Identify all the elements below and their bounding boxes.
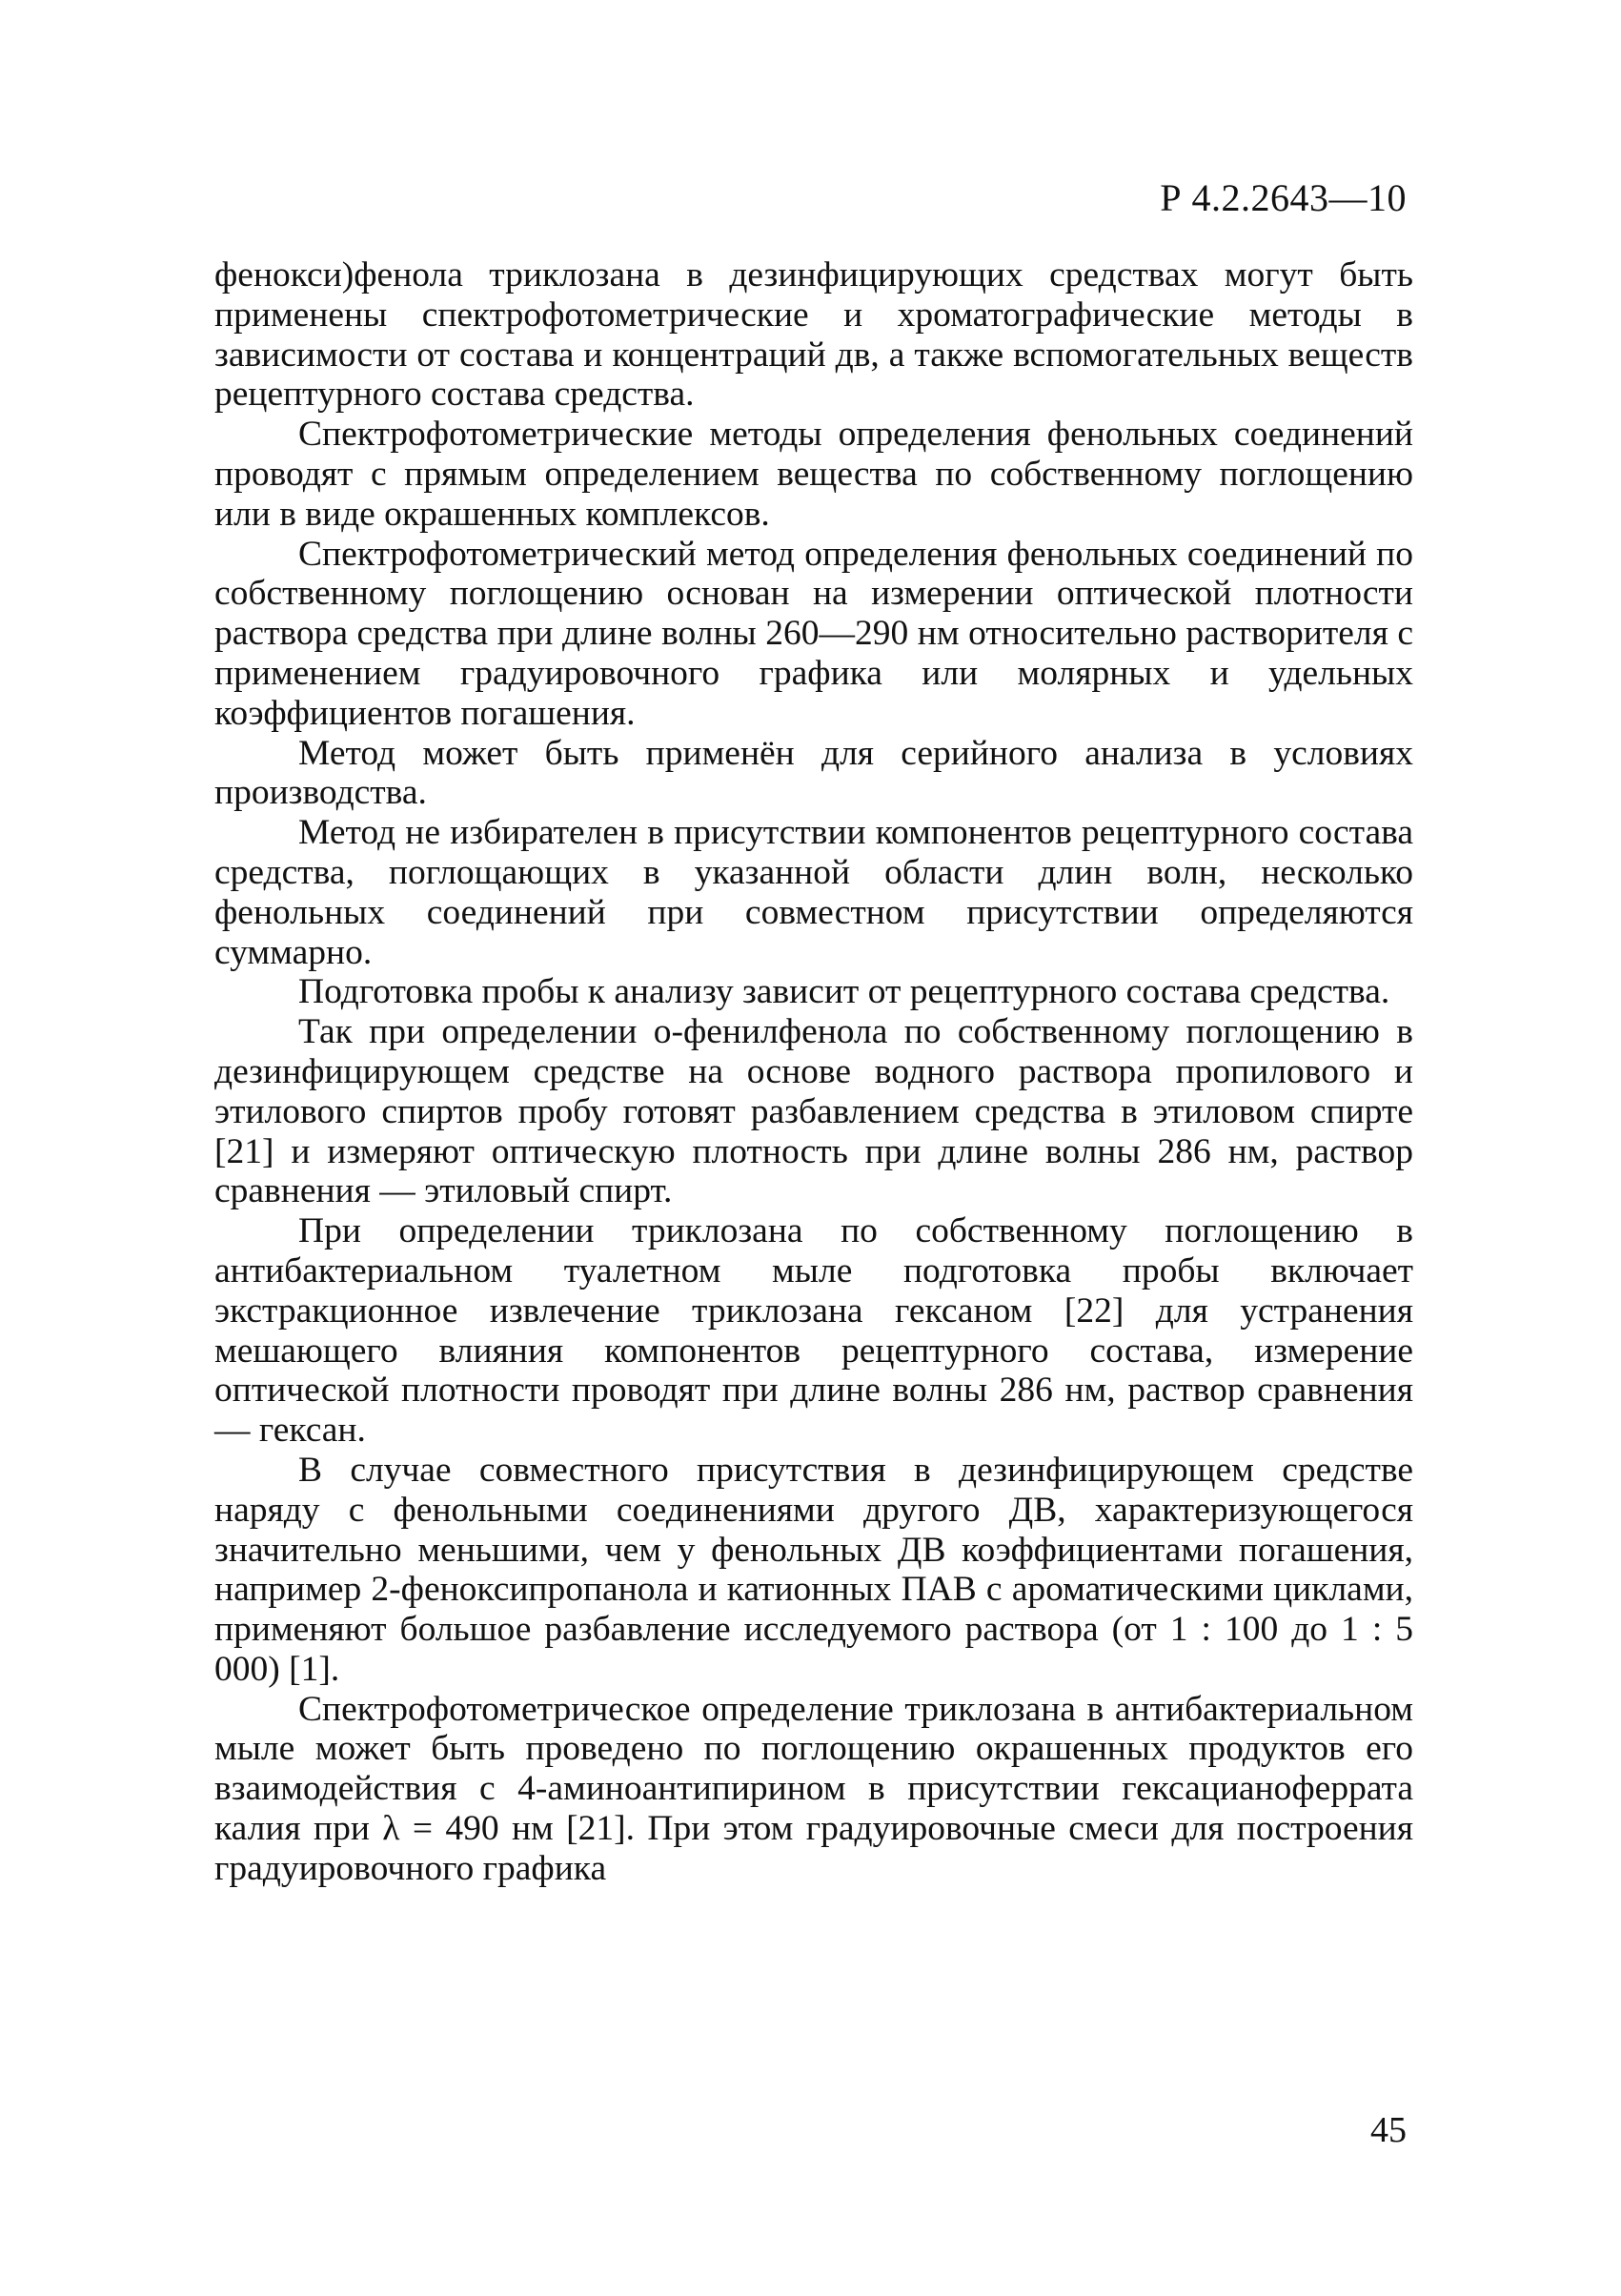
page-number: 45 bbox=[1370, 2110, 1407, 2150]
paragraph-5: Метод не избирателен в присутствии компонентов рецептурного состава средства, поглощающих в указанной области длин волн, несколько фенольных соединений при совместном присутствии определяются суммарно. bbox=[214, 813, 1413, 972]
paragraph-7: Так при определении о-фенилфенола по собственному поглощению в дезинфицирующем средстве на основе водного раствора пропилового и этилового спиртов пробу готовят разбавлением средства в этиловом спирте [21] и измеряют оптическую плотность при длине волны 286 нм, раствор сравнения — этиловый спирт. bbox=[214, 1012, 1413, 1211]
paragraph-3: Спектрофотометрический метод определения фенольных соединений по собственному поглощению основан на измерении оптической плотности раствора средства при длине волны 260—290 нм относительно растворителя с применением градуировочного графика или молярных и удельных коэффициентов погашения. bbox=[214, 534, 1413, 733]
paragraph-9: В случае совместного присутствия в дезинфицирующем средстве наряду с фенольными соединениями другого ДВ, характеризующегося значительно меньшими, чем у фенольных ДВ коэффициентами погашения, например 2-феноксипропанола и катионных ПАВ с ароматическими циклами, применяют большое разбавление исследуемого раствора (от 1 : 100 до 1 : 5 000) [1]. bbox=[214, 1450, 1413, 1689]
document-code: Р 4.2.2643—10 bbox=[1160, 176, 1407, 219]
body-text bbox=[214, 255, 1413, 1889]
paragraph-1: фенокси)фенола триклозана в дезинфицирующих средствах могут быть применены спектрофотометрические и хроматографические методы в зависимости от состава и концентраций дв, а также вспомогательных веществ рецептурного состава средства. bbox=[214, 255, 1413, 415]
paragraph-6: Подготовка пробы к анализу зависит от рецептурного состава средства. bbox=[298, 972, 1390, 1012]
paragraph-10: Спектрофотометрическое определение триклозана в антибактериальном мыле может быть проведено по поглощению окрашенных продуктов его взаимодействия с 4-аминоантипирином в присутствии гексацианоферрата калия при λ = 490 нм [21]. При этом градуировочные смеси для построения градуировочного графика bbox=[214, 1689, 1413, 1888]
paragraph-2: Спектрофотометрические методы определения фенольных соединений проводят с прямым определением вещества по собственному поглощению или в виде окрашенных комплексов. bbox=[214, 415, 1413, 534]
paragraph-8: При определении триклозана по собственному поглощению в антибактериальном туалетном мыле подготовка пробы включает экстракционное извлечение триклозана гексаном [22] для устранения мешающего влияния компонентов рецептурного состава, измерение оптической плотности проводят при длине волны 286 нм, раствор сравнения — гексан. bbox=[214, 1211, 1413, 1451]
paragraph-4: Метод может быть применён для серийного анализа в условиях производства. bbox=[214, 733, 1413, 813]
